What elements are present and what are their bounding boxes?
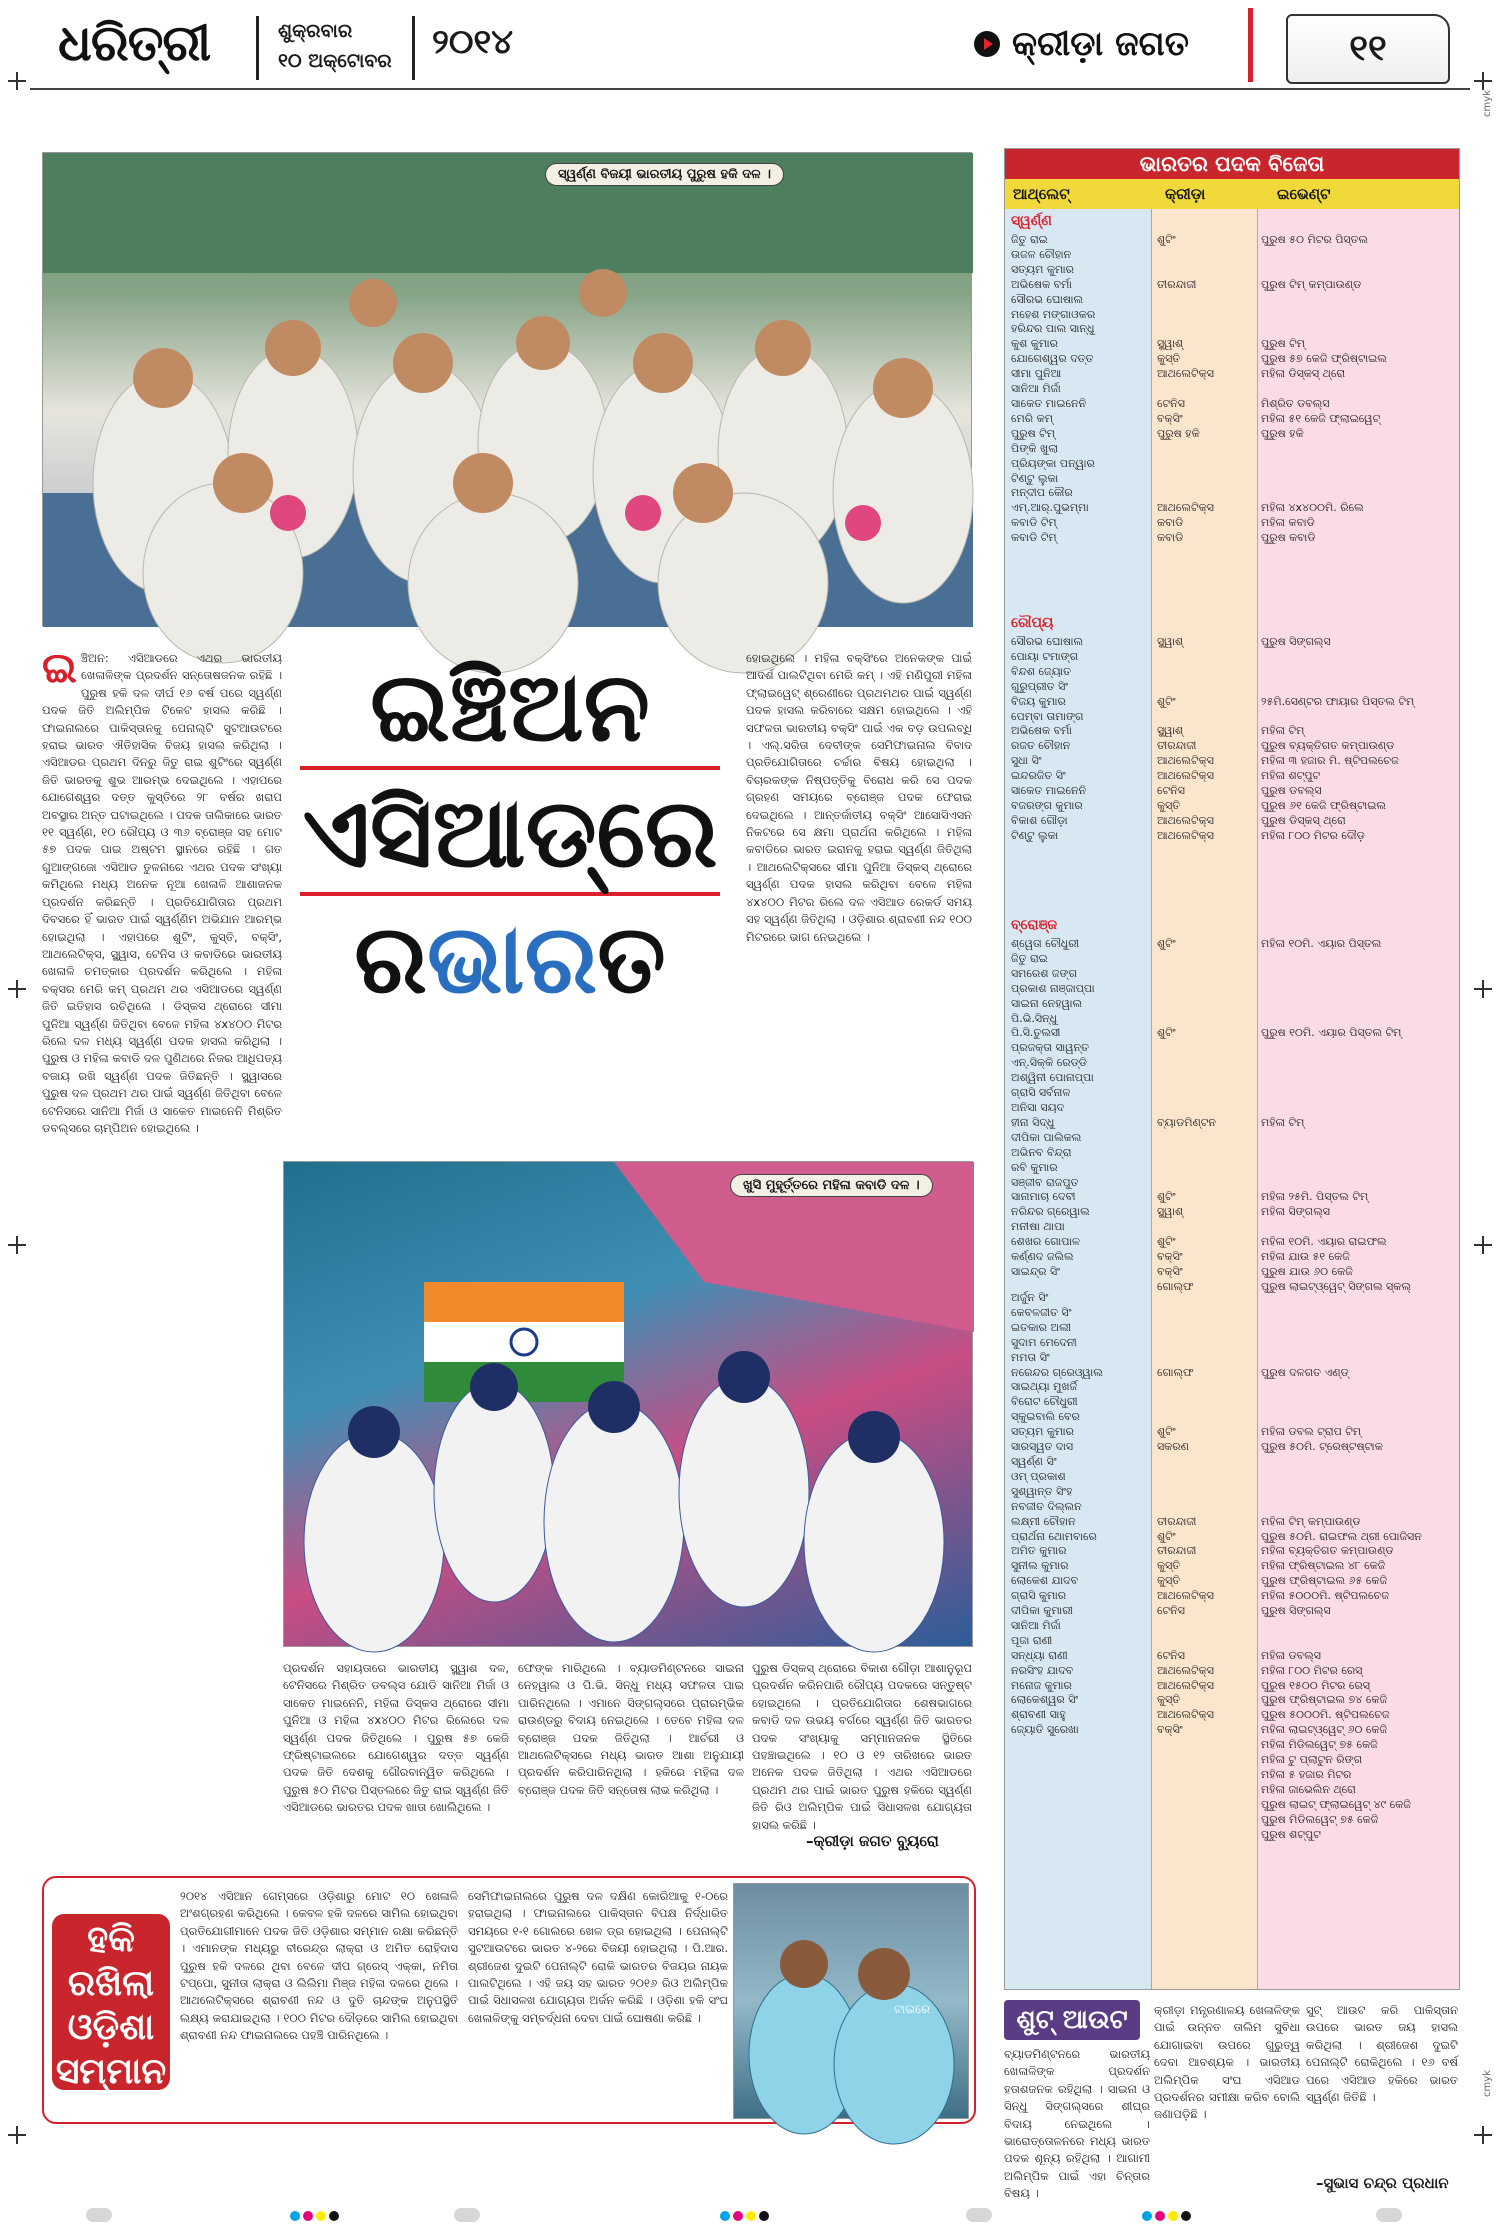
shootout-text-3: ସୁଟ୍ ଆଉଟ କରି ପାକିସ୍ତାନ ଉପରେ ଭାରତ ଜୟ ହାସଲ କରିଥିଲା । ଶ୍ରୀଜେଶ ଦୁଇଟି ପେନାଲ୍ଟି ରୋକିଥିଲେ । ୧୬ ବର୍ଷ ପରେ ଏସିଆଡ ହକିରେ ଭାରତ ସ୍ୱର୍ଣ୍ଣ ଜିତିଛି । xyxy=(1306,2003,1458,2105)
headline-line-2: ଏସିଆଡ୍‌ରେ xyxy=(302,777,718,889)
section-bronze: ବ୍ରୋଞ୍ଜ xyxy=(1011,917,1058,933)
stadium-stands xyxy=(43,153,973,273)
bronze-sports-continued: ଗୋଲ୍ଫ ଶୁଟିଂ ସକରଣ ତୀରନ୍ଦାଜୀ ଶୁଟିଂ ତୀରନ୍ଦାଜୀ କୁସ୍ତି କୁସ୍ତି ଆଥଲେଟିକ୍ସ ଟେନିସ ଟେନିସ ଆଥଲେଟିକ୍ସ ଆଥଲେଟିକ୍ସ କୁସ୍ତି ଆଥଲେଟିକ୍ସ ବକ୍ସିଂ xyxy=(1157,1365,1214,1737)
masthead-day: ଶୁକ୍ରବାର xyxy=(278,20,353,42)
column-divider xyxy=(1151,209,1152,1989)
article-text-5: ହୋଇଥିଲେ । ମହିଳା ବକ୍ସିଂରେ ଅନେକଙ୍କ ପାଇଁ ଆଦର୍ଶ ପାଲଟିଥିବା ମେରି କମ୍ । ଏହି ମଣିପୁରୀ ମହିଳା ଫ୍ଲାଇୱେଟ୍ ଶ୍ରେଣୀରେ ପ୍ରଥମଥର ପାଇଁ ସ୍ୱର୍ଣ୍ଣ ପଦକ ହାସଲ କରିବାରେ ସକ୍ଷମ ହୋଇଥିଲେ । ଏହି ସଫଳତା ଭାରତୀୟ ବକ୍ସିଂ ପାଇଁ ଏକ ବଡ଼ ଉପଲବ୍ଧି । ଏଲ୍.ସରିତା ଦେବୀଙ୍କ ସେମିଫାଇନାଲ ବିବାଦ ପ୍ରତିଯୋଗିତାରେ ଚର୍ଚ୍ଚାର ବିଷୟ ହୋଇଥିଲା । ବିଚାରକଙ୍କ ନିଷ୍ପତ୍ତିକୁ ବିରୋଧ କରି ସେ ପଦକ ଗ୍ରହଣ ସମୟରେ ବ୍ରୋଞ୍ଜ ପଦକ ଫେରାଇ ଦେଇଥିଲେ । ଆନ୍ତର୍ଜାତୀୟ ବକ୍ସିଂ ଆସୋସିଏସନ ନିକଟରେ ସେ କ୍ଷମା ପ୍ରାର୍ଥନା କରିଥିଲେ । ମହିଳା କବାଡିରେ ଭାରତ ଇରାନକୁ ହରାଇ ସ୍ୱର୍ଣ୍ଣ ଜିତିଥିଲା । ଆଥଲେଟିକ୍ସରେ ସୀମା ପୁନିଆ ଡିସ୍କସ୍ ଥ୍ରୋରେ ସ୍ୱର୍ଣ୍ଣ ପଦକ ହାସଲ କରିଥିବା ବେଳେ ମହିଳା ୪x୪୦୦ ମିଟର ରିଲେ ଦଳ ଏସିଆଡ ରେକର୍ଡ ସମୟ ସହ ସ୍ୱର୍ଣ୍ଣ ଜିତିଥିଲା । ଓଡ଼ିଶାର ଶ୍ରାବଣୀ ନନ୍ଦ ୧୦୦ ମିଟରରେ ଭାଗ ନେଇଥିଲେ । xyxy=(746,651,972,944)
masthead-rule xyxy=(30,88,1470,90)
article-text-3: ଫେଙ୍କ ମାରିଥିଲେ । ବ୍ୟାଡମିଣ୍ଟନରେ ସାଇନା ନେହୱାଲ ଓ ପି.ଭି. ସିନ୍ଧୁ ମଧ୍ୟ ସଫଳତା ପାଇ ପାରିନଥିଲେ । ଏମାନେ ସିଙ୍ଗଲ୍ସରେ ପ୍ରାରମ୍ଭିକ ରାଉଣ୍ଡରୁ ବିଦାୟ ନେଇଥିଲେ । ତେବେ ମହିଳା ଦଳ ବ୍ରୋଞ୍ଜ ପଦକ ଜିତିଥିଲା । ଆର୍ଚରୀ ଓ ଆଥଲେଟିକ୍ସରେ ମଧ୍ୟ ଭାରତ ଆଶା ଅନୁଯାୟୀ ପ୍ରଦର୍ଶନ କରିପାରିନଥିଲା । ହକିରେ ମହିଳା ଦଳ ବ୍ରୋଞ୍ଜ ପଦକ ଜିତି ସନ୍ତୋଷ ଲାଭ କରିଥିଲା । xyxy=(518,1661,744,1797)
bronze-events: ମହିଳା ୧୦ମି. ଏୟାର ପିସ୍ତଲ ପୁରୁଷ ୧୦ମି. ଏୟାର ପିସ୍ତଲ ଟିମ୍ ମହିଳା ଟିମ୍ ମହିଳା ୨୫ମି. ପିସ୍ତଲ ଟିମ୍ ମହିଳା ସିଙ୍ଗଲ୍ସ ମହିଳା ୧୦ମି. ଏୟାର ରାଇଫଲ ମହିଳା ଯାଉ ୫୧ କେଜି ପୁରୁଷ ଯାଉ ୬୦ କେଜି ପୁରୁଷ ଲାଇଟ୍‌ଓ୍ୱେଟ୍ ସିଙ୍ଗଲ ସ୍କଲ୍ xyxy=(1261,937,1411,1293)
print-pill-mark xyxy=(966,2208,992,2222)
kabaddi-team-illustration xyxy=(284,1162,974,1648)
section-title xyxy=(974,24,1189,64)
print-pill-mark xyxy=(86,2208,112,2222)
article-text-1: ଞ୍ଚିଅନ: ଏସିଆଡରେ ଏଥର ଭାରତୀୟ ଖେଳାଳିଙ୍କ ପ୍ରଦର୍ଶନ ସନ୍ତୋଷଜନକ ରହିଛି । ପୁରୁଷ ହକି ଦଳ ଦୀର୍ଘ ୧୬ ବର୍ଷ ପରେ ସ୍ୱର୍ଣ୍ଣ ପଦକ ଜିତି ଅଲିମ୍ପିକ ଟିକେଟ ହାସଲ କରିଛି । ଫାଇନାଲରେ ପାକିସ୍ତାନକୁ ପେନାଲ୍ଟି ସୁଟଆଉଟରେ ହରାଇ ଭାରତ ଐତିହାସିକ ବିଜୟ ହାସଲ କରିଥିଲା । ଏସିଆଡର ପ୍ରଥମ ଦିନରୁ ଜିତୁ ରାଇ ଶୁଟିଂରେ ସ୍ୱର୍ଣ୍ଣ ଜିତି ଭାରତକୁ ଶୁଭ ଆରମ୍ଭ ଦେଇଥିଲେ । ଏହାପରେ ଯୋଗେଶ୍ୱର ଦତ୍ତ କୁସ୍ତିରେ ୨୮ ବର୍ଷର ଖରାପ ଅବସ୍ଥାର ଅନ୍ତ ଘଟାଇଥିଲେ । ପଦକ ତାଲିକାରେ ଭାରତ ୧୧ ସ୍ୱର୍ଣ୍ଣ, ୧୦ ରୌପ୍ୟ ଓ ୩୬ ବ୍ରୋଞ୍ଜ ସହ ମୋଟ ୫୭ ପଦକ ପାଇ ଅଷ୍ଟମ ସ୍ଥାନରେ ରହିଛି । ଗତ ଗୁଆଙ୍ଗଜୋ ଏସିଆଡ ତୁଳନାରେ ଏଥର ପଦକ ସଂଖ୍ୟା କମିଥିଲେ ମଧ୍ୟ ଅନେକ ନୂଆ ଖେଳାଳି ଆଶାଜନକ ପ୍ରଦର୍ଶନ କରିଛନ୍ତି । ପ୍ରତିଯୋଗିତାର ପ୍ରଥମ ଦିବସରେ ହିଁ ଭାରତ ପାଇଁ ସ୍ୱର୍ଣ୍ଣିମ ଅଭିଯାନ ଆରମ୍ଭ ହୋଇଥିଲା । ଏହାପରେ ଶୁଟିଂ, କୁସ୍ତି, ବକ୍ସିଂ, ଆଥଲେଟିକ୍ସ, ସ୍କ୍ୱାସ, ଟେନିସ ଓ କବାଡିରେ ଭାରତୀୟ ଖେଳାଳି ଚମତ୍କାର ପ୍ରଦର୍ଶନ କରିଥିଲେ । ମହିଳା ବକ୍ସର ମେରି କମ୍ ପ୍ରଥମ ଥର ଏସିଆଡରେ ସ୍ୱର୍ଣ୍ଣ ଜିତି ଇତିହାସ ରଚିଥିଲେ । ଡିସ୍କସ ଥ୍ରୋରେ ସୀମା ପୁନିଆ ସ୍ୱର୍ଣ୍ଣ ଜିତିଥିବା ବେଳେ ମହିଳା ୪x୪୦୦ ମିଟର ରିଲେ ଦଳ ମଧ୍ୟ ସ୍ୱର୍ଣ୍ଣ ପଦକ ହାସଲ କରିଥିଲା । ପୁରୁଷ ଓ ମହିଳା କବାଡି ଦଳ ପୁଣିଥରେ ନିଜର ଆଧିପତ୍ୟ ବଜାୟ ରଖି ସ୍ୱର୍ଣ୍ଣ ପଦକ ଜିତିଛନ୍ତି । ସ୍କ୍ୱାସରେ ପୁରୁଷ ଦଳ ପ୍ରଥମ ଥର ପାଇଁ ସ୍ୱର୍ଣ୍ଣ ଜିତିଥିବା ବେଳେ ଟେନିସରେ ସାନିଆ ମିର୍ଜା ଓ ସାକେତ ମାଇନେନି ମିଶ୍ରିତ ଡବଲ୍ସରେ ଚାମ୍ପିଅନ ହୋଇଥିଲେ । xyxy=(42,651,282,1135)
registration-mark xyxy=(8,2126,26,2144)
cmyk-dots xyxy=(290,2211,339,2221)
shootout-text-2: କ୍ରୀଡ଼ା ମନ୍ତ୍ରଣାଳୟ ଖେଳାଳିଙ୍କ ପାଇଁ ଉନ୍ନତ ତାଲିମ ସୁବିଧା ଯୋଗାଇବା ଉପରେ ଗୁରୁତ୍ୱ ଦେବା ଆବଶ୍ୟକ । ଭାରତୀୟ ଅଲିମ୍ପିକ ସଂଘ ଏସିଆଡ ପ୍ରଦର୍ଶନର ସମୀକ୍ଷା କରିବ ବୋଲି ଜଣାପଡ଼ିଛି । xyxy=(1154,2003,1300,2122)
article-column-4 xyxy=(752,1660,972,1830)
header-event: ଇଭେଣ୍ଟ xyxy=(1277,185,1331,203)
article-text-4: ପୁରୁଷ ଡିସ୍କସ୍ ଥ୍ରୋରେ ବିକାଶ ଗୌଡ଼ା ଆଶାନୁରୂପ ପ୍ରଦର୍ଶନ କରିନପାରି ରୌପ୍ୟ ପଦକରେ ସନ୍ତୁଷ୍ଟ ହୋଇଥିଲେ । ପ୍ରତିଯୋଗିତାର ଶେଷଭାଗରେ କବାଡି ଦଳ ଉଭୟ ବର୍ଗରେ ସ୍ୱର୍ଣ୍ଣ ଜିତି ଭାରତର ପଦକ ସଂଖ୍ୟାକୁ ସମ୍ମାନଜନକ ସ୍ଥିତିରେ ପହଞ୍ଚାଇଥିଲେ । ୧୦ ଓ ୧୨ ତାରିଖରେ ଭାରତ ଅନେକ ପଦକ ଜିତିଥିଲା । ଏଥର ଏସିଆଡରେ ପ୍ରଥମ ଥର ପାଇଁ ଭାରତ ପୁରୁଷ ହକିରେ ସ୍ୱର୍ଣ୍ଣ ଜିତି ରିଓ ଅଲିମ୍ପିକ ପାଇଁ ସିଧାସଳଖ ଯୋଗ୍ୟତା ହାସଲ କରିଛି । xyxy=(752,1661,972,1832)
hockey-box-column-1 xyxy=(180,1888,458,2114)
shootout-column-3 xyxy=(1306,2002,1458,2172)
medal-table-header xyxy=(1005,179,1459,209)
headline-rule xyxy=(300,892,720,896)
headline-line-3 xyxy=(300,902,720,1016)
shootout-column-1 xyxy=(1004,2046,1150,2201)
medal-table-title: ଭାରତର ପଦକ ବିଜେତା xyxy=(1005,149,1459,179)
section-title-text: କ୍ରୀଡ଼ା ଜଗତ xyxy=(1012,24,1189,64)
hockey-box-text-1: ୨୦୧୪ ଏସିଆନ ଗେମ୍ସରେ ଓଡ଼ିଶାରୁ ମୋଟ ୧୦ ଖେଳାଳି ଅଂଶଗ୍ରହଣ କରିଥିଲେ । କେବଳ ହକି ଦଳରେ ସାମିଲ ହୋଇଥିବା ପ୍ରତିଯୋଗୀମାନେ ପଦକ ଜିତି ଓଡ଼ିଶାର ସମ୍ମାନ ରକ୍ଷା କରିଛନ୍ତି । ଏମାନଙ୍କ ମଧ୍ୟରୁ ବୀରେନ୍ଦ୍ର ଲାକ୍ରା ଓ ଅମିତ ରୋହିଦାସ ପୁରୁଷ ହକି ଦଳରେ ଥିବା ବେଳେ ଦୀପ ଗ୍ରେସ୍ ଏକ୍କା, ନମିତା ଟପ୍ପୋ, ସୁନୀତା ଲାକ୍ରା ଓ ଲିଲିମା ମିଞ୍ଜ ମହିଳା ଦଳରେ ଥିଲେ । ଆଥଲେଟିକ୍ସରେ ଶ୍ରାବଣୀ ନନ୍ଦ ଓ ଦୁତି ଚାନ୍ଦଙ୍କ ଅନୁପସ୍ଥିତି ଲକ୍ଷ୍ୟ କରାଯାଇଥିଲା । ୧୦୦ ମିଟର ଦୌଡ଼ରେ ସାମିଲ ହୋଇଥିବା ଶ୍ରାବଣୀ ନନ୍ଦ ଫାଇନାଲରେ ପହଞ୍ଚି ପାରିନଥିଲେ । xyxy=(180,1889,458,2043)
print-pill-mark xyxy=(454,2208,480,2222)
hockey-box-column-2 xyxy=(468,1888,728,2114)
header-sport: କ୍ରୀଡ଼ା xyxy=(1165,185,1206,203)
article-byline: –କ୍ରୀଡ଼ା ଜଗତ ବ୍ୟୁରୋ xyxy=(806,1832,939,1850)
cmyk-side-label: cmyk xyxy=(1482,90,1493,117)
headline-part-c: ତ xyxy=(597,903,666,1015)
hockey-box-text-2: ସେମିଫାଇନାଲରେ ପୁରୁଷ ଦଳ ଦକ୍ଷିଣ କୋରିଆକୁ ୧-୦ରେ ହରାଇଥିଲା । ଫାଇନାଲରେ ପାକିସ୍ତାନ ବିପକ୍ଷ ନିର୍ଦ୍ଧାରିତ ସମୟରେ ୧-୧ ଗୋଲରେ ଖେଳ ଡ୍ର ହୋଇଥିଲା । ପେନାଲ୍ଟି ସୁଟଆଉଟରେ ଭାରତ ୪-୨ରେ ବିଜୟୀ ହୋଇଥିଲା । ପି.ଆର. ଶ୍ରୀଜେଶ ଦୁଇଟି ପେନାଲ୍ଟି ରୋକି ଭାରତର ବିଜୟର ନାୟକ ପାଲଟିଥିଲେ । ଏହି ଜୟ ସହ ଭାରତ ୨୦୧୬ ରିଓ ଅଲିମ୍ପିକ ପାଇଁ ସିଧାସଳଖ ଯୋଗ୍ୟତା ଅର୍ଜନ କରିଛି । ଓଡ଼ିଶା ହକି ସଂଘ ଖେଳାଳିଙ୍କୁ ସମ୍ବର୍ଦ୍ଧନା ଦେବା ପାଇଁ ଘୋଷଣା କରିଛି । xyxy=(468,1889,728,2025)
masthead-date-text: ୧୦ ଅକ୍ଟୋବର xyxy=(278,50,392,72)
tennis-players-illustration xyxy=(734,1884,970,2120)
headline-part-a: ର xyxy=(354,903,428,1015)
gold-events: ପୁରୁଷ ୫୦ ମିଟର ପିସ୍ତଲ ପୁରୁଷ ଟିମ୍ କମ୍ପାଉଣ୍ଡ ପୁରୁଷ ଟିମ୍ ପୁରୁଷ ୫୭ କେଜି ଫ୍ରିଷ୍ଟାଇଲ ମହିଳା ଡିସ୍କସ୍ ଥ୍ରୋ ମିଶ୍ରିତ ଡବଲ୍ସ ମହିଳା ୫୧ କେଜି ଫ୍ଲାଇୱେଟ୍ ପୁରୁଷ ହକି ମହିଳା ୪x୪୦୦ମି. ରିଲେ ମହିଳା କବାଡି ପୁରୁଷ କବାଡି xyxy=(1261,233,1387,545)
hockey-badge-text: ହକି ରଖିଲା ଓଡ଼ିଶା ସମ୍ମାନ xyxy=(55,1919,167,2092)
bronze-sports: ଶୁଟିଂ ଶୁଟିଂ ବ୍ୟାଡମିଣ୍ଟନ ଶୁଟିଂ ସ୍କ୍ୱାଶ୍ ଶୁଟିଂ ବକ୍ସିଂ ବକ୍ସିଂ ଗୋଲ୍ଫ xyxy=(1157,937,1216,1293)
registration-mark xyxy=(1474,2126,1492,2144)
hockey-photo-caption: ସ୍ୱର୍ଣ୍ଣ ବିଜୟୀ ଭାରତୀୟ ପୁରୁଷ ହକି ଦଳ । xyxy=(545,163,784,186)
article-column-5 xyxy=(746,650,972,1140)
article-column-1 xyxy=(42,643,282,1780)
header-athlete: ଆଥ୍ଲେଟ୍ xyxy=(1013,185,1070,203)
shootout-title: ଶୁଟ୍ ଆଉଟ xyxy=(1004,2000,1140,2040)
gold-athletes: ଜିତୁ ରାଇ ଉଜଳ ଚୌହାନ ସତ୍ୟମ କୁମାର ଅଭିଷେକ ବର୍ମା ସୌରଭ ଘୋଷାଲ ମହେଶ ମଙ୍ଗାଓକର ହରିନ୍ଦର ପାଲ ସାନ୍ଧୁ କୁଶ କୁମାର ଯୋଗେଶ୍ୱର ଦତ୍ତ ସୀମା ପୁନିଆ ସାନିଆ ମିର୍ଜା ସାକେତ ମାଇନେନି ମେରି କମ୍ ପୁରୁଷ ଟିମ୍ ପିଙ୍କି ଖୁଲା ପ୍ରିୟଙ୍କା ପନ୍‌ୱାର ଟିଣ୍ଟୁ ଲୁକା ମନ୍‌ଦୀପ କୌର ଏମ୍.ଆର୍.ପୁଭମ୍ମା କବାଡି ଟିମ୍ କବାଡି ଟିମ୍ xyxy=(1011,233,1096,545)
section-silver: ରୌପ୍ୟ xyxy=(1011,615,1054,631)
masthead-divider xyxy=(412,16,415,80)
section-gold: ସ୍ୱର୍ଣ୍ଣ xyxy=(1011,213,1052,229)
masthead-accent-bar xyxy=(1248,8,1253,82)
bronze-events-continued: ପୁରୁଷ ଦଳଗତ ଏଣ୍ଡ୍ ମହିଳା ଡବଲ ଟ୍ରାପ ଟିମ୍ ପୁରୁଷ ୫୦ମି. ଟ୍ରେଷ୍ଟଷ୍ଟାକ ମହିଳା ଟିମ୍ କମ୍ପାଉଣ୍ଡ ପୁରୁଷ ୫୦ମି. ରାଇଫଲ ଥ୍ରୀ ପୋଜିସନ ମହିଳା ବ୍ୟକ୍ତିଗତ କମ୍ପାଉଣ୍ଡ ମହିଳା ଫ୍ରିଷ୍ଟାଇଲ ୪୮ କେଜି ପୁରୁଷ ଫ୍ରିଷ୍ଟାଇଲ ୬୫ କେଜି ମହିଳା ୫୦୦୦ମି. ଷ୍ଟିପଲଚେଜ ପୁରୁଷ ସିଙ୍ଗଲ୍ସ ମହିଳା ଡବଲ୍ସ ମହିଳା ୮୦୦ ମିଟର ରେସ୍ ପୁରୁଷ ୧୫୦୦ ମିଟର ରେସ୍ ପୁରୁଷ ଫ୍ରିଷ୍ଟାଇଲ ୭୪ କେଜି ପୁରୁଷ ୫୦୦୦ମି. ଷ୍ଟିପଲଚେଜ ମହିଳା ଲାଇଟ୍‌ଓ୍ୱେଟ୍ ୬୦ କେଜି ମହିଳା ମିଡିଲୱେଟ୍ ୭୫ କେଜି ମହିଳା ଟୁ ପ୍ଲାଟୁନ ରିଙ୍ଗ ମହିଳା ୫ ହଜାର ମିଟର ମହିଳା ଜାଭେଲିନ ଥ୍ରୋ ପୁରୁଷ ଲାଇଟ୍ ଫ୍ଲାଇୱେଟ୍ ୪୯ କେଜି ପୁରୁଷ ମିଡିଲୱେଟ୍ ୭୫ କେଜି ପୁରୁଷ ଶଟ୍‌ପୁଟ xyxy=(1261,1365,1422,1841)
shootout-column-2 xyxy=(1154,2002,1300,2172)
kabaddi-photo-caption: ଖୁସି ମୁହୂର୍ତ୍ତରେ ମହିଳା କବାଡି ଦଳ । xyxy=(730,1174,933,1197)
bronze-athletes: ଶ୍ୱେତା ଚୌଧୁରୀ ଜିତୁ ରାଇ ସମରେଶ ଜଙ୍ଗ ପ୍ରକାଶ ନାଞ୍ଜାପ୍ପା ସାଇନା ନେହୱାଲ ପି.ଭି.ସିନ୍ଧୁ ପି.ସି.ତୁଲସୀ ପ୍ରଜକ୍ତା ସାୱନ୍ତ ଏନ୍.ସିକ୍କି ରେଡ୍ଡି ଅଶ୍ୱିନୀ ପୋନାପ୍ପା ଗ୍ରାସି ସର୍ବନାଳ ଅନିସା ସୟଦ ହୀନା ସିଦ୍ଧୁ ଦୀପିକା ପାଲିକଲ ଅଭିନବ ବିନ୍ଦ୍ରା ରବି କୁମାର ସଞ୍ଜୀବ ରାଜପୁତ ସାନାମାଚା ଦେବୀ ନରିନ୍ଦର ଗ୍ରେୱାଲ ମନୀଷା ଥାପା ଶେଖର ଗୋପାଳ କର୍ଣ୍ଣଦ ଜଲିଲ ସାଇନ୍ଦ୍ର ସିଂ xyxy=(1011,937,1095,1278)
print-footer xyxy=(0,2202,1500,2227)
cmyk-dots xyxy=(1142,2211,1191,2221)
medal-winners-table xyxy=(1004,148,1460,1990)
registration-mark xyxy=(8,1236,26,1254)
article-column-2 xyxy=(283,1660,509,1846)
headline-rule xyxy=(300,766,720,770)
main-headline xyxy=(300,650,720,1016)
tennis-photo-tag: ଟାଇରେ xyxy=(894,2002,931,2016)
kabaddi-team-photo xyxy=(283,1161,973,1647)
print-pill-mark xyxy=(1376,2208,1402,2222)
shootout-box xyxy=(1004,2000,1460,2201)
registration-mark xyxy=(8,980,26,998)
registration-mark xyxy=(1474,980,1492,998)
shootout-text-1: ବ୍ୟାଡମିଣ୍ଟନରେ ଭାରତୀୟ ଖେଳାଳିଙ୍କ ପ୍ରଦର୍ଶନ ହତାଶଜନକ ରହିଥିଲା । ସାଇନା ଓ ସିନ୍ଧୁ ସିଙ୍ଗଲ୍ସରେ ଶୀଘ୍ର ବିଦାୟ ନେଇଥିଲେ । ଭାରୋତ୍ତୋଳନରେ ମଧ୍ୟ ଭାରତ ପଦକ ଶୂନ୍ୟ ରହିଥିଲା । ଆଗାମୀ ଅଲିମ୍ପିକ ପାଇଁ ଏହା ଚିନ୍ତାର ବିଷୟ । xyxy=(1004,2047,1150,2201)
article-text-2: ପ୍ରଦର୍ଶନ ସହାୟତାରେ ଭାରତୀୟ ସ୍କ୍ୱାଶ ଦଳ, ଟେନିସରେ ମିଶ୍ରିତ ଡବଲ୍ସ ଯୋଡି ସାନିଆ ମିର୍ଜା ଓ ସାକେତ ମାଇନେନି, ମହିଳା ଡିସ୍କସ ଥ୍ରୋରେ ସୀମା ପୁନିଆ ଓ ମହିଳା ୪x୪୦୦ ମିଟର ରିଲେରେ ଦଳ ସ୍ୱର୍ଣ୍ଣ ପଦକ ଜିତିଥିଲେ । ପୁରୁଷ ୫୭ କେଜି ଫ୍ରିଷ୍ଟାଇଲରେ ଯୋଗେଶ୍ୱର ଦତ୍ତ ସ୍ୱର୍ଣ୍ଣ ପଦକ ଜିତି ଦେଶକୁ ଗୌରବାନ୍ୱିତ କରିଥିଲେ । ପୁରୁଷ ୫୦ ମିଟର ପିସ୍ତଲରେ ଜିତୁ ରାଇ ସ୍ୱର୍ଣ୍ଣ ଜିତି ଏସିଆଡରେ ଭାରତର ପଦକ ଖାତା ଖୋଲିଥିଲେ । xyxy=(283,1661,509,1815)
registration-mark xyxy=(1474,72,1492,90)
headline-part-b: ଭାର xyxy=(427,903,598,1015)
page-number: ୧୧ xyxy=(1286,14,1450,84)
registration-mark xyxy=(1474,1236,1492,1254)
column-divider xyxy=(1257,209,1258,1989)
hockey-team-illustration xyxy=(43,153,973,627)
silver-athletes: ସୌରଭ ଘୋଷାଲ ପୋୟା ଟମାଙ୍ଗ ବିନ୍ଦଶ ଜ୍ୟୋତ ଗୁରୁପ୍ରୀତ ସିଂ ବିଜୟ କୁମାର ପେମ୍ବା ତାମାଙ୍ଗ ଅଭିଷେକ ବର୍ମା ରଜତ ଚୌହାନ ସୁଧା ସିଂ ଇନ୍ଦରଜିତ ସିଂ ସାକେତ ମାଇନେନି ବଜରଙ୍ଗ କୁମାର ବିକାଶ ଗୌଡ଼ା ଟିଣ୍ଟୁ ଲୁକା xyxy=(1011,635,1087,842)
cmyk-dots xyxy=(720,2211,769,2221)
dropcap: ଇ xyxy=(42,643,77,692)
headline-line-1: ଇଞ୍ଚିଅନ xyxy=(370,651,650,763)
masthead-divider xyxy=(256,16,259,80)
hockey-odisha-badge xyxy=(52,1914,170,2090)
masthead-year: ୨୦୧୪ xyxy=(432,22,514,62)
gold-sports: ଶୁଟିଂ ତୀରନ୍ଦାଜୀ ସ୍କ୍ୱାଶ୍ କୁସ୍ତି ଆଥଲେଟିକ୍ସ ଟେନିସ ବକ୍ସିଂ ପୁରୁଷ ହକି ଆଥଲେଟିକ୍ସ କବାଡି କବାଡି xyxy=(1157,233,1214,545)
silver-events: ପୁରୁଷ ସିଙ୍ଗଲ୍ସ ୨୫ମି.ସେଣ୍ଟର ଫାୟାର ପିସ୍ତଲ ଟିମ୍ ମହିଳା ଟିମ୍ ପୁରୁଷ ବ୍ୟକ୍ତିଗତ କମ୍ପାଉଣ୍ଡ ମହିଳା ୩ ହଜାର ମି. ଷ୍ଟିପଲଚେଜ ମହିଳା ଶଟ୍‌ପୁଟ ପୁରୁଷ ଡବଲ୍ସ ପୁରୁଷ ୬୧ କେଜି ଫ୍ରିଷ୍ଟାଇଲ ପୁରୁଷ ଡିସ୍କସ୍ ଥ୍ରୋ ମହିଳା ୮୦୦ ମିଟର ଦୌଡ଼ xyxy=(1261,635,1415,842)
article-column-3 xyxy=(518,1660,744,1846)
shootout-byline: –ସୁଭାସ ଚନ୍ଦ୍ର ପ୍ରଧାନ xyxy=(1316,2174,1449,2192)
tennis-players-photo xyxy=(733,1883,969,2119)
masthead xyxy=(30,8,1470,94)
cmyk-side-label: cmyk xyxy=(1482,2070,1493,2097)
newspaper-logo: ଧରିତ୍ରୀ xyxy=(58,14,211,72)
bronze-athletes-continued: ଅର୍ଜୁନ ସିଂ କେବଳଜୀତ ସିଂ ଇତକାର ଅଲୀ ସୁଦାମ ମେଦେନୀ ମମତା ସିଂ ନରେନ୍ଦର ଗ୍ରେଓ୍ୱାଲ ସାଇଥ୍ୟା ମୁଖର୍ଜି ବିରୋଟ ଚୌଧୁରୀ ସ୍କୁଇବାଲି ବେର ସତ୍ୟମ କୁମାର ସାରସ୍ୱତ ଦାସ ସ୍ୱର୍ଣ୍ଣ ସିଂ ଓମ୍ ପ୍ରକାଶ ସୁଶ୍ୱାନ୍ତ ସିଂହ ନବଜୀତ ଦିଲ୍ଲନ ଲକ୍ଷ୍ମୀ ଚୌହାନ ପ୍ରାର୍ଥନା ଥୋମବାରେ ଅମିତ କୁମାର ସୁନୀଲ କୁମାର ଲୋକେଶ ଯାଦବ ଗ୍ରାସି କୁମାର ଦୀପିକା କୁମାରୀ ସାନିଆ ମିର୍ଜା ପୂଜା ରାଣୀ ସନ୍ଧ୍ୟା ରାଣୀ ନରସିଂହ ଯାଦବ ମନୋଜ କୁମାର ଲୋକେଶ୍ୱର ସିଂ ଶ୍ରାବଣୀ ସାହୁ ଜ୍ୟୋତି ସୁରେଖା xyxy=(1011,1291,1103,1737)
silver-sports: ସ୍କ୍ୱାଶ୍ ଶୁଟିଂ ସ୍କ୍ୱାଶ୍ ତୀରନ୍ଦାଜୀ ଆଥଲେଟିକ୍ସ ଆଥଲେଟିକ୍ସ ଟେନିସ କୁସ୍ତି ଆଥଲେଟିକ୍ସ ଆଥଲେଟିକ୍ସ xyxy=(1157,635,1214,842)
hockey-team-photo xyxy=(42,152,972,626)
masthead-date xyxy=(278,16,392,76)
play-icon xyxy=(974,31,1000,57)
registration-mark xyxy=(8,72,26,90)
